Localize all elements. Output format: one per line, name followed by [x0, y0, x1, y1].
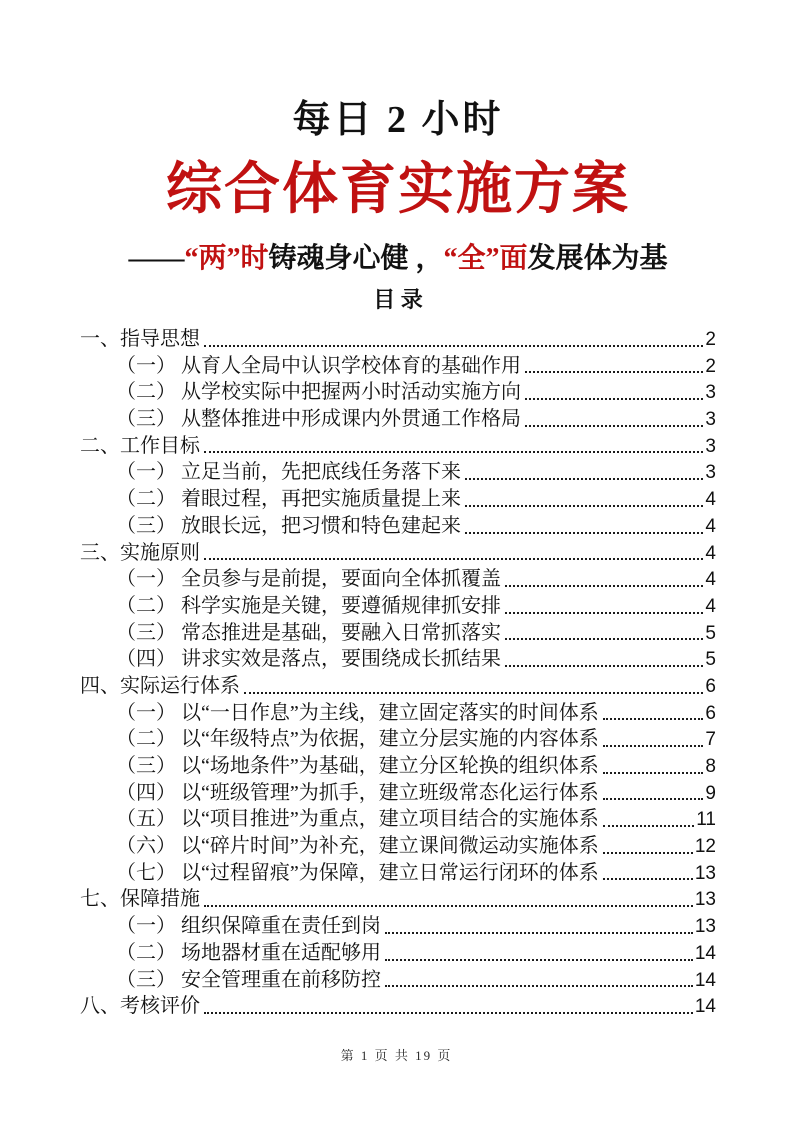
toc-leader-dots: [505, 585, 703, 587]
toc-leader-dots: [525, 425, 703, 427]
toc-entry[interactable]: [80, 406, 716, 433]
toc-page-number: 4: [705, 515, 716, 537]
toc-page-number: 3: [705, 382, 716, 404]
toc-entry[interactable]: [80, 700, 716, 727]
toc-page-number: 4: [705, 489, 716, 511]
toc-entry-label: （二） 以“年级特点”为依据，建立分层实施的内容体系: [116, 728, 599, 751]
toc-page-number: 6: [705, 675, 716, 697]
toc-entry[interactable]: [80, 486, 716, 513]
toc-entry[interactable]: [80, 379, 716, 406]
toc-entry[interactable]: [80, 940, 716, 967]
toc-page-number: 8: [705, 756, 716, 777]
toc-entry-label: （七） 以“过程留痕”为保障，建立日常运行闭环的体系: [116, 861, 599, 884]
toc-entry[interactable]: [80, 860, 716, 887]
toc-page-number: 4: [705, 595, 716, 617]
toc-entry[interactable]: [80, 806, 716, 833]
toc-entry[interactable]: [80, 459, 716, 486]
toc-page-number: 6: [705, 702, 716, 724]
toc-page-number: 14: [694, 969, 716, 991]
toc-page-number: 2: [705, 355, 716, 377]
toc-entry-label: （三） 以“场地条件”为基础，建立分区轮换的组织体系: [116, 755, 599, 777]
toc-entry[interactable]: [80, 540, 716, 567]
toc-page-number: 5: [705, 622, 716, 644]
toc-list: [80, 326, 716, 1020]
toc-leader-dots: [385, 932, 693, 934]
toc-entry-label: （四） 以“班级管理”为抓手，建立班级常态化运行体系: [116, 781, 599, 804]
toc-leader-dots: [244, 692, 703, 694]
toc-leader-dots: [525, 371, 703, 373]
toc-entry-label: （三） 从整体推进中形成课内外贯通工作格局: [116, 408, 521, 431]
toc-leader-dots: [465, 532, 703, 534]
toc-entry[interactable]: [80, 566, 716, 593]
toc-leader-dots: [603, 852, 693, 854]
toc-page-number: 14: [694, 942, 716, 964]
toc-entry-label: （三） 常态推进是基础，要融入日常抓落实: [116, 621, 501, 644]
toc-leader-dots: [204, 905, 693, 907]
subtitle-red-segment: “全”面: [443, 243, 528, 274]
toc-leader-dots: [505, 612, 703, 614]
toc-entry[interactable]: [80, 620, 716, 647]
toc-page-number: 9: [705, 782, 716, 804]
toc-page-number: 2: [705, 329, 716, 350]
toc-entry[interactable]: [80, 433, 716, 460]
toc-leader-dots: [465, 478, 703, 480]
toc-entry-label: （一） 从育人全局中认识学校体育的基础作用: [116, 354, 521, 377]
toc-entry-label: （一） 全员参与是前提，要面向全体抓覆盖: [116, 568, 501, 591]
toc-page-number: 3: [705, 435, 716, 457]
page-number-footer: 第 1 页 共 19 页: [340, 1048, 453, 1063]
toc-page-number: 13: [694, 862, 716, 884]
toc-entry-label: 一、指导思想: [80, 328, 200, 350]
toc-leader-dots: [204, 1012, 693, 1014]
toc-entry[interactable]: [80, 646, 716, 673]
toc-entry-label: （一） 组织保障重在责任到岗: [116, 915, 381, 938]
toc-entry-label: （五） 以“项目推进”为重点，建立项目结合的实施体系: [116, 808, 599, 831]
toc-page-number: 13: [694, 916, 716, 938]
toc-entry-label: （二） 场地器材重在适配够用: [116, 941, 381, 964]
toc-leader-dots: [385, 959, 693, 961]
toc-leader-dots: [603, 745, 704, 747]
document-title-line2: 综合体育实施方案: [166, 159, 630, 221]
toc-entry[interactable]: [80, 886, 716, 913]
toc-leader-dots: [204, 345, 703, 347]
document-title-line1: 每日 2 小时: [292, 99, 504, 141]
toc-page-number: 7: [705, 729, 716, 751]
toc-entry-label: （一） 立足当前，先把底线任务落下来: [116, 461, 461, 484]
toc-entry[interactable]: [80, 780, 716, 807]
toc-entry-label: （三） 放眼长远，把习惯和特色建起来: [116, 514, 461, 537]
toc-entry-label: （四） 讲求实效是落点，要围绕成长抓结果: [116, 648, 501, 671]
toc-leader-dots: [505, 665, 703, 667]
toc-entry-label: （一） 以“一日作息”为主线，建立固定落实的时间体系: [116, 701, 599, 724]
subtitle-segment: 铸魂身心健 ，: [268, 243, 444, 274]
toc-entry[interactable]: [80, 913, 716, 940]
document-subtitle: [80, 238, 716, 280]
toc-entry-label: 八、考核评价: [80, 995, 200, 1018]
toc-leader-dots: [465, 505, 703, 507]
toc-entry[interactable]: [80, 726, 716, 753]
toc-entry[interactable]: [80, 673, 716, 700]
toc-entry-label: （六） 以“碎片时间”为补充，建立课间微运动实施体系: [116, 835, 599, 858]
toc-entry[interactable]: [80, 833, 716, 860]
toc-entry[interactable]: [80, 967, 716, 994]
toc-entry[interactable]: [80, 326, 716, 353]
toc-entry-label: 四、实际运行体系: [80, 674, 240, 697]
toc-leader-dots: [204, 451, 703, 453]
toc-entry-label: 三、实施原则: [80, 541, 200, 564]
toc-entry-label: （二） 着眼过程，再把实施质量提上来: [116, 488, 461, 511]
toc-leader-dots: [603, 878, 693, 880]
toc-page-number: 3: [705, 409, 716, 431]
toc-entry-label: （二） 从学校实际中把握两小时活动实施方向: [116, 381, 521, 404]
toc-leader-dots: [525, 398, 703, 400]
toc-page-number: 11: [696, 809, 716, 831]
toc-page-number: 3: [705, 462, 716, 484]
toc-entry[interactable]: [80, 753, 716, 780]
toc-entry[interactable]: [80, 993, 716, 1020]
toc-leader-dots: [603, 772, 704, 774]
toc-leader-dots: [603, 798, 704, 800]
toc-page-number: 13: [694, 889, 716, 911]
subtitle-segment: 发展体为基: [527, 243, 668, 274]
toc-page-number: 12: [694, 836, 716, 858]
toc-page-number: 4: [705, 542, 716, 564]
toc-entry-label: （三） 安全管理重在前移防控: [116, 968, 381, 991]
toc-entry-label: 二、工作目标: [80, 434, 200, 457]
toc-page-number: 5: [705, 649, 716, 671]
toc-page-number: 14: [694, 996, 716, 1018]
toc-entry[interactable]: [80, 593, 716, 620]
toc-leader-dots: [204, 558, 703, 560]
toc-heading: 目 录: [373, 287, 423, 312]
toc-leader-dots: [385, 985, 693, 987]
toc-page-number: 4: [705, 569, 716, 591]
toc-entry-label: （二） 科学实施是关键，要遵循规律抓安排: [116, 594, 501, 617]
toc-leader-dots: [603, 718, 704, 720]
toc-leader-dots: [603, 825, 695, 827]
toc-entry-label: 七、保障措施: [80, 888, 200, 911]
toc-leader-dots: [505, 638, 703, 640]
toc-entry[interactable]: [80, 513, 716, 540]
toc-entry[interactable]: [80, 353, 716, 380]
subtitle-segment: ——: [128, 243, 185, 274]
subtitle-red-segment: “两”时: [184, 243, 269, 274]
